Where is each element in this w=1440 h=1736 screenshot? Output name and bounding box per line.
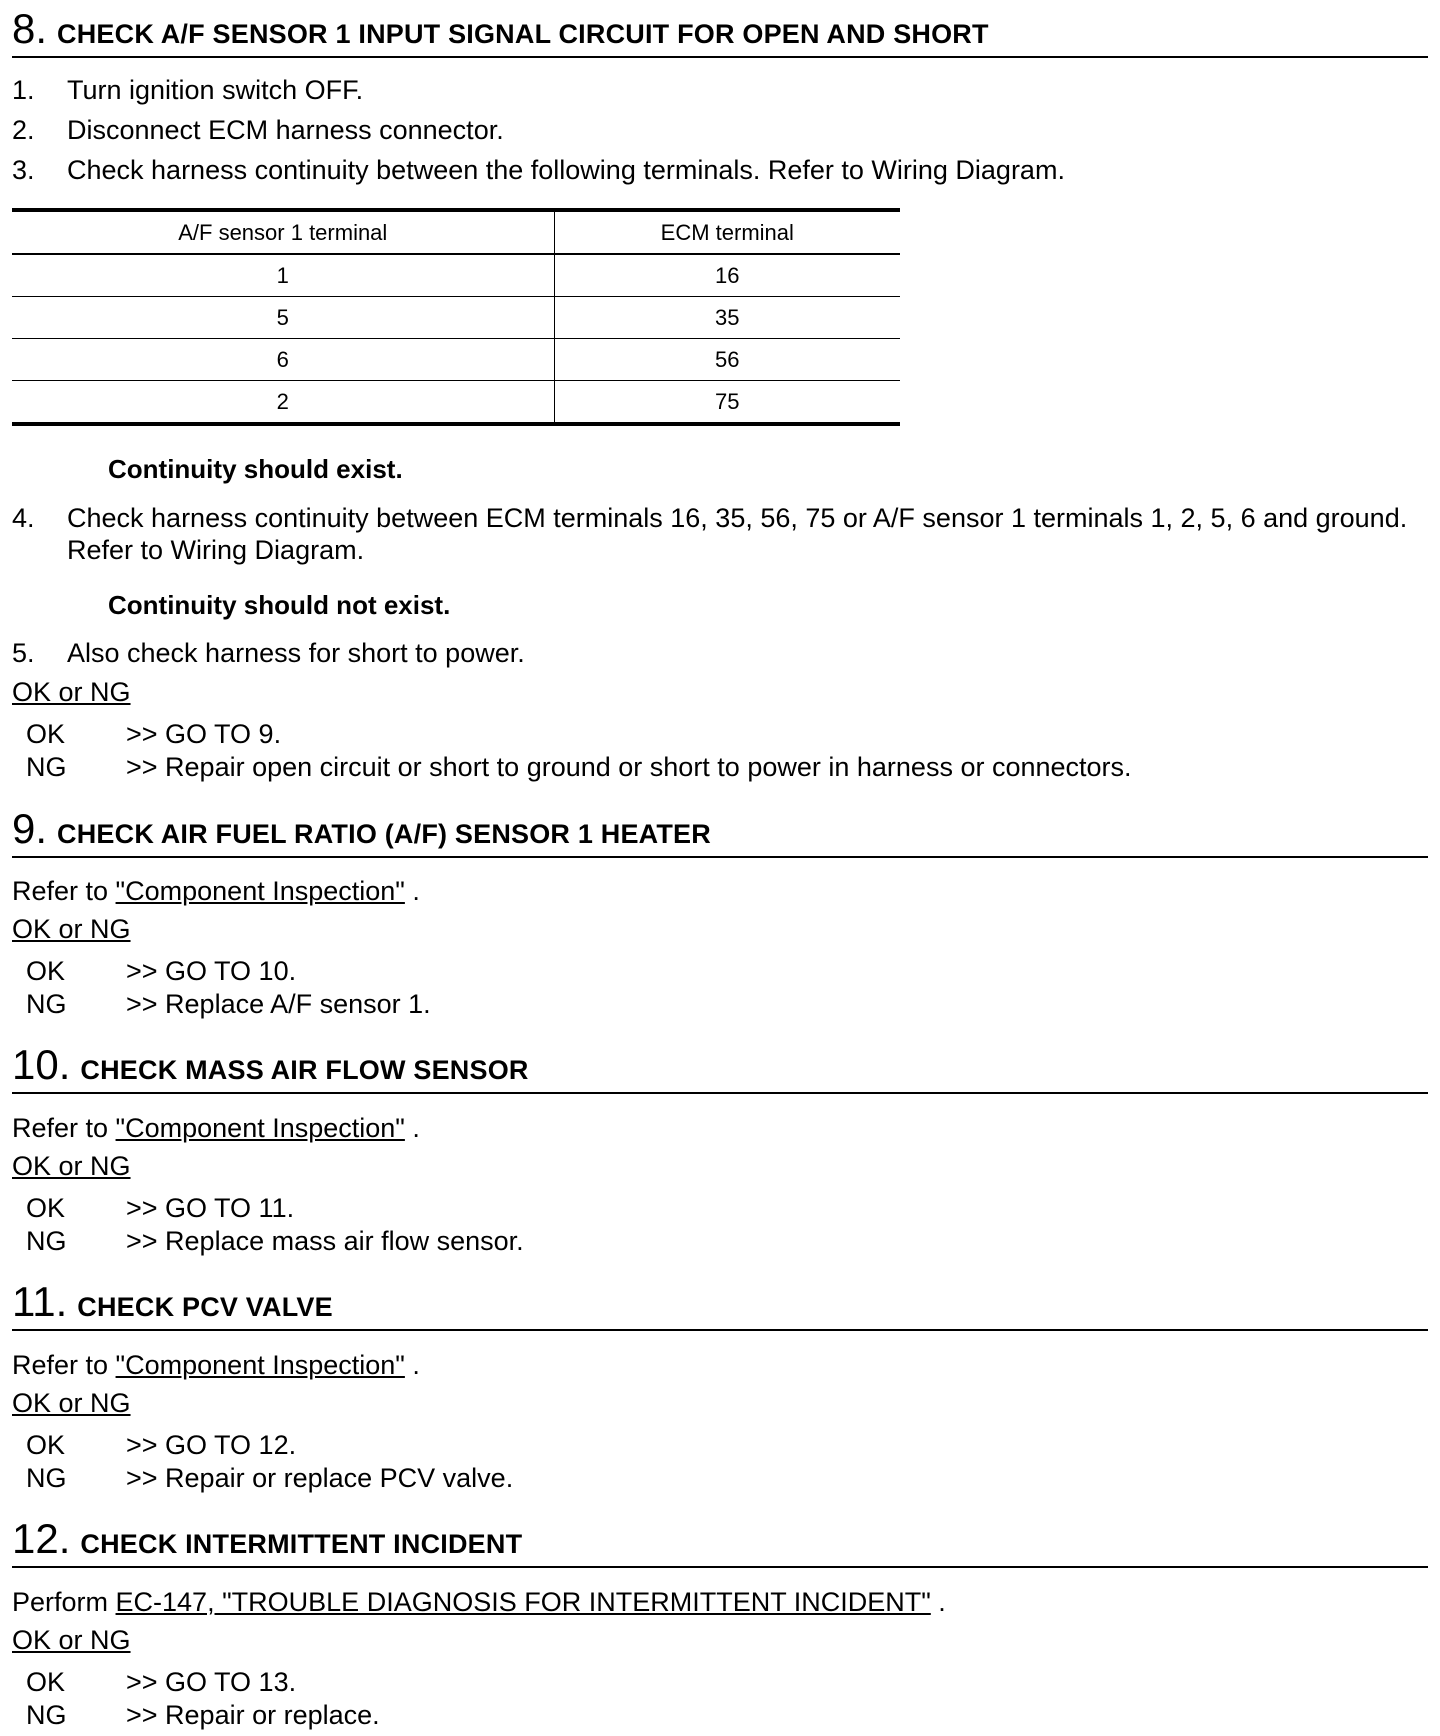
intermittent-incident-link[interactable]: EC-147, "TROUBLE DIAGNOSIS FOR INTERMITTENT INCIDENT" <box>115 1587 931 1617</box>
step-9 <box>12 805 1428 858</box>
column-header: ECM terminal <box>554 210 900 254</box>
item-text: Check harness continuity between the following terminals. Refer to Wiring Diagram. <box>67 155 1065 185</box>
refer-prefix: Refer to <box>12 1113 116 1143</box>
list-item <box>12 114 1428 146</box>
spec-note: Continuity should exist. <box>108 454 403 484</box>
refer-line <box>12 875 420 907</box>
list-item <box>12 154 1428 186</box>
result-key: NG <box>26 989 67 1019</box>
step-number: 10. <box>12 1041 71 1088</box>
result-key: NG <box>26 1226 67 1256</box>
ok-or-ng-label: OK or NG <box>12 1388 131 1418</box>
step-title: CHECK MASS AIR FLOW SENSOR <box>80 1055 529 1085</box>
result-key: OK <box>26 956 66 986</box>
step-number: 11. <box>12 1278 68 1325</box>
table-cell: 16 <box>554 254 900 297</box>
list-item <box>12 74 1428 106</box>
result-key: OK <box>26 719 66 749</box>
ok-result <box>12 1666 1428 1698</box>
step-title: CHECK AIR FUEL RATIO (A/F) SENSOR 1 HEATER <box>57 819 711 849</box>
item-text: Disconnect ECM harness connector. <box>67 115 504 145</box>
table-cell: 5 <box>12 297 554 339</box>
terminal-table <box>12 208 900 426</box>
table-cell: 35 <box>554 297 900 339</box>
table-row <box>12 297 900 339</box>
refer-line <box>12 1586 946 1618</box>
step-title: CHECK PCV VALVE <box>77 1292 333 1322</box>
result-key: OK <box>26 1193 66 1223</box>
result-text: >> Repair or replace. <box>126 1700 380 1730</box>
result-key: NG <box>26 1463 67 1493</box>
item-text: Also check harness for short to power. <box>67 638 525 668</box>
ok-result <box>12 955 1428 987</box>
step-number: 8. <box>12 5 48 52</box>
result-text: >> Replace A/F sensor 1. <box>126 989 431 1019</box>
step-9-heading <box>12 805 1428 858</box>
spec-note: Continuity should not exist. <box>108 590 451 620</box>
ng-result <box>12 1699 1428 1731</box>
step-title: CHECK A/F SENSOR 1 INPUT SIGNAL CIRCUIT FOR OPEN AND SHORT <box>57 19 989 49</box>
result-key: NG <box>26 1700 67 1730</box>
step-10-heading <box>12 1041 1428 1094</box>
ng-result <box>12 1225 1428 1257</box>
result-text: >> Repair or replace PCV valve. <box>126 1463 514 1493</box>
table-cell: 6 <box>12 339 554 381</box>
step-title: CHECK INTERMITTENT INCIDENT <box>80 1529 523 1559</box>
table-cell: 75 <box>715 388 740 414</box>
ng-result <box>12 988 1428 1020</box>
item-number: 1. <box>12 75 35 105</box>
step-8-heading <box>12 5 1428 58</box>
refer-line <box>12 1112 420 1144</box>
refer-prefix: Refer to <box>12 1350 116 1380</box>
table-cell: 1 <box>12 254 554 297</box>
result-key: OK <box>26 1667 66 1697</box>
refer-suffix: . <box>930 1587 946 1617</box>
step-8 <box>12 5 1428 58</box>
result-text: >> Replace mass air flow sensor. <box>126 1226 524 1256</box>
component-inspection-link[interactable]: "Component Inspection" <box>115 876 405 906</box>
component-inspection-link[interactable]: "Component Inspection" <box>115 1113 405 1143</box>
ng-result <box>12 751 1428 783</box>
ok-result <box>12 1429 1428 1461</box>
step-11-heading <box>12 1278 1428 1331</box>
table-row <box>12 254 900 297</box>
ok-result <box>12 718 1428 750</box>
ng-result <box>12 1462 1428 1494</box>
step-12 <box>12 1515 1428 1568</box>
table-header-row <box>12 210 900 254</box>
item-number: 3. <box>12 155 35 185</box>
list-item <box>12 502 1428 567</box>
step-12-heading <box>12 1515 1428 1568</box>
item-number: 4. <box>12 503 35 533</box>
refer-suffix: . <box>404 1350 420 1380</box>
table-cell: 56 <box>554 339 900 381</box>
table-row <box>12 339 900 381</box>
ok-result <box>12 1192 1428 1224</box>
result-text: >> GO TO 11. <box>126 1193 295 1223</box>
result-text: >> GO TO 10. <box>126 956 297 986</box>
list-item <box>12 637 1428 669</box>
ok-or-ng-label: OK or NG <box>12 1151 131 1181</box>
item-number: 2. <box>12 115 35 145</box>
ok-or-ng-label: OK or NG <box>12 677 131 707</box>
table-cell: 2 <box>12 381 554 425</box>
refer-suffix: . <box>404 1113 420 1143</box>
result-text: >> Repair open circuit or short to ground or short to power in harness or connectors. <box>126 752 1132 782</box>
item-text: Turn ignition switch OFF. <box>67 75 364 105</box>
ok-or-ng-label: OK or NG <box>12 1625 131 1655</box>
refer-prefix: Refer to <box>12 876 116 906</box>
refer-line <box>12 1349 420 1381</box>
step-10 <box>12 1041 1428 1094</box>
table-row <box>12 381 900 425</box>
result-text: >> GO TO 9. <box>126 719 282 749</box>
column-header: A/F sensor 1 terminal <box>12 210 554 254</box>
item-number: 5. <box>12 638 35 668</box>
component-inspection-link[interactable]: "Component Inspection" <box>115 1350 405 1380</box>
refer-suffix: . <box>404 876 420 906</box>
result-text: >> GO TO 12. <box>126 1430 297 1460</box>
refer-prefix: Perform <box>12 1587 116 1617</box>
step-11 <box>12 1278 1428 1331</box>
item-text: Check harness continuity between ECM terminals 16, 35, 56, 75 or A/F sensor 1 terminals 1, 2, 5, 6 and ground. Refer to Wiring Diagram. <box>67 503 1408 566</box>
result-key: NG <box>26 752 67 782</box>
step-number: 9. <box>12 805 48 852</box>
step-number: 12. <box>12 1515 71 1562</box>
result-key: OK <box>26 1430 66 1460</box>
result-text: >> GO TO 13. <box>126 1667 297 1697</box>
ok-or-ng-label: OK or NG <box>12 914 131 944</box>
